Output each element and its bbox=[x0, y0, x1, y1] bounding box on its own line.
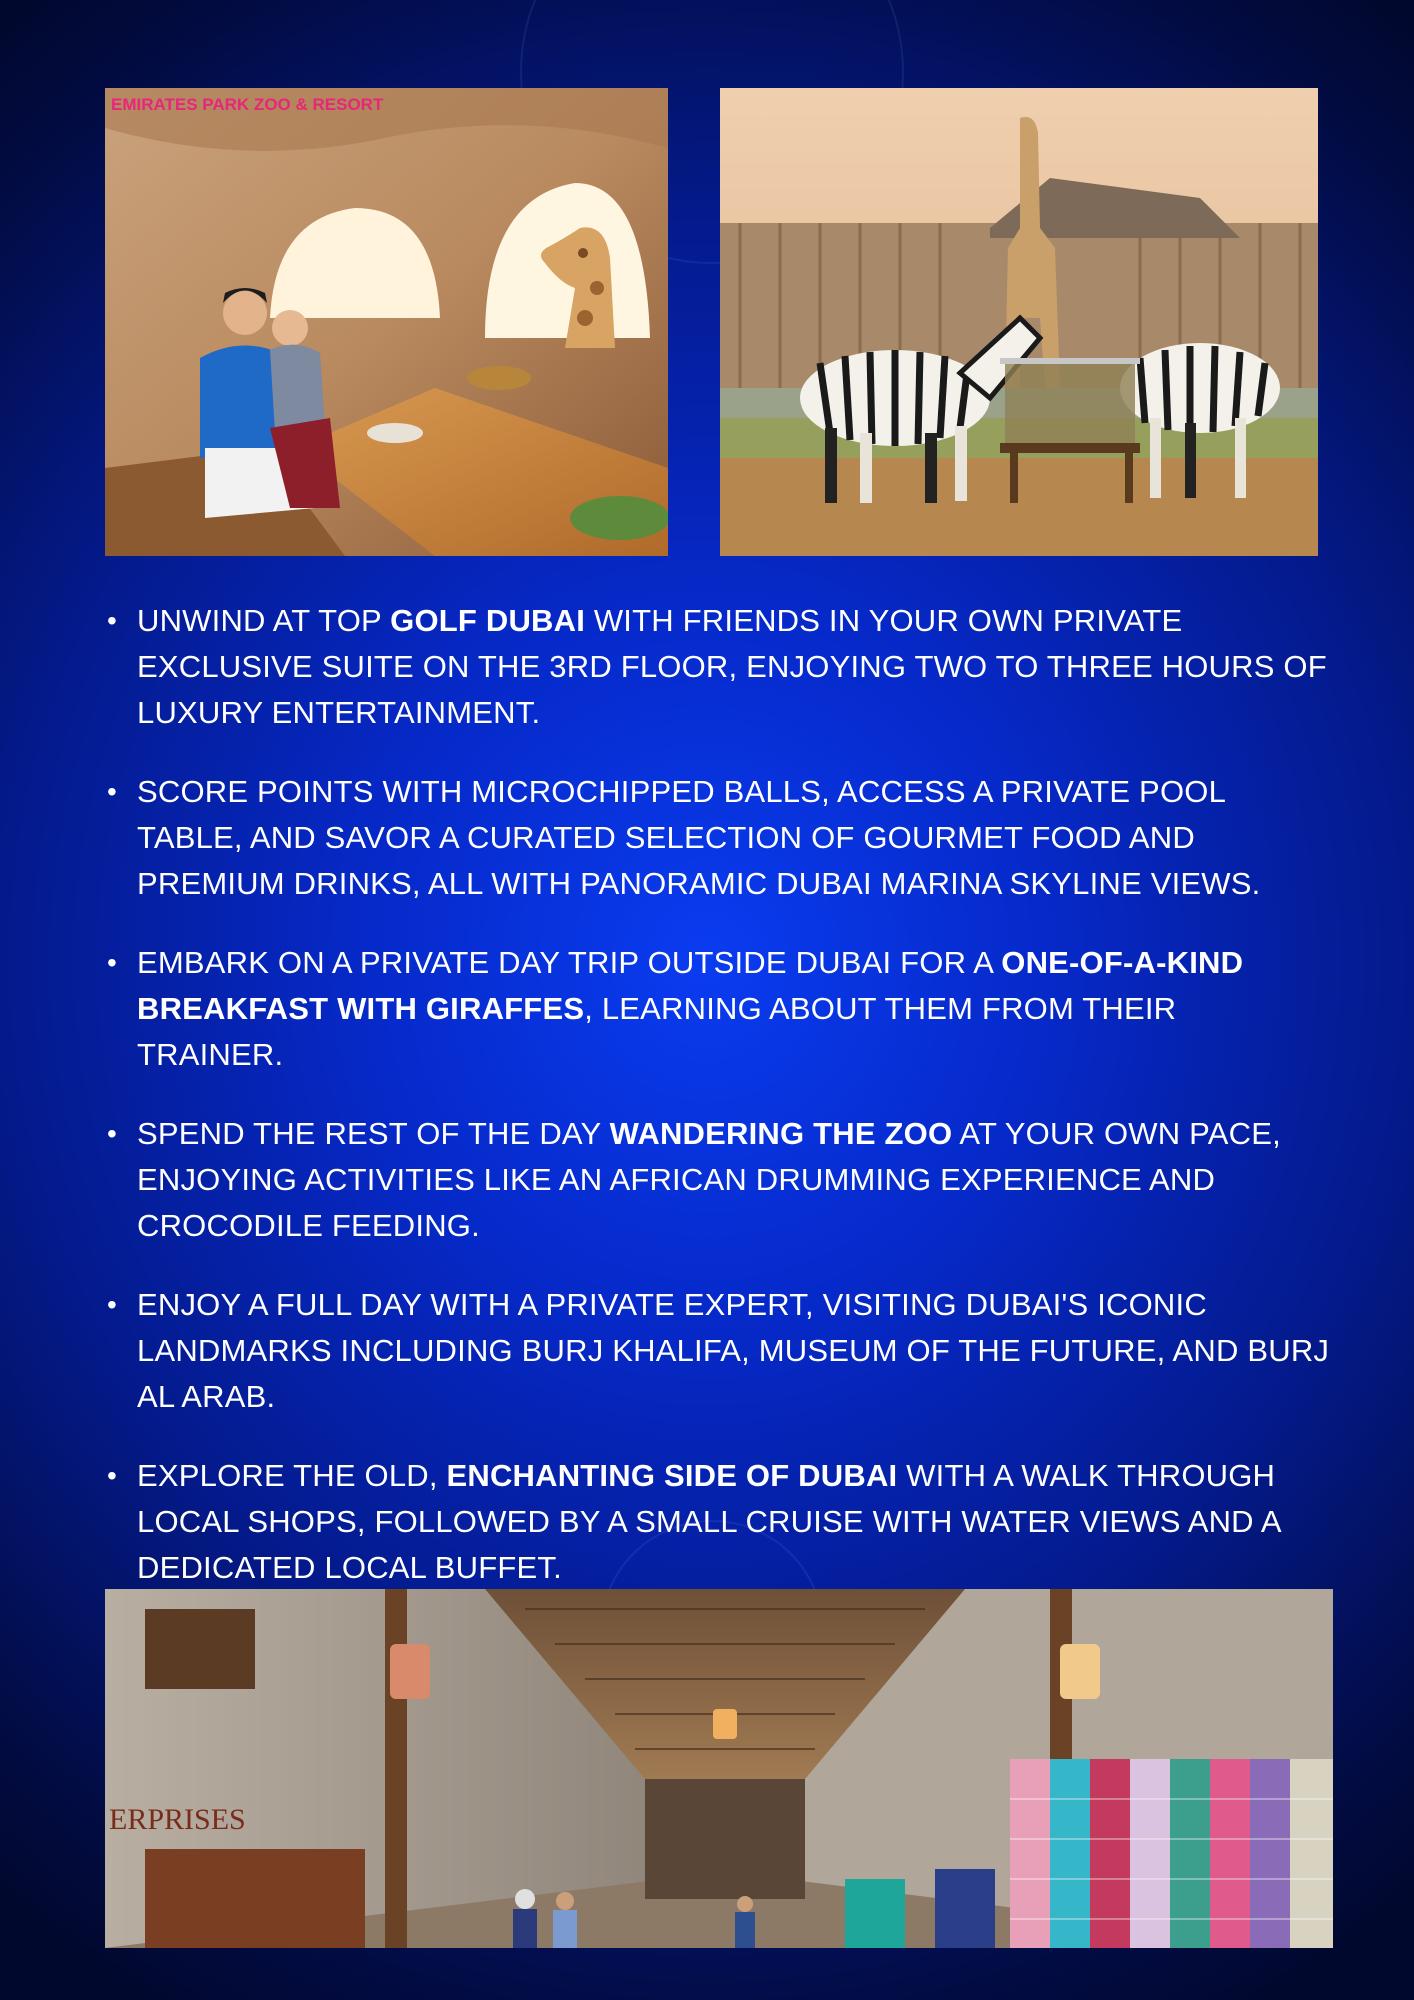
photo-giraffe-breakfast bbox=[105, 88, 668, 556]
list-item: • SPEND THE REST OF THE DAY WANDERING THE ZOO AT YOUR OWN PACE, ENJOYING ACTIVITIES LIKE AN AFRICAN DRUMMING EXPERIENCE AND CROCODILE FEEDING. bbox=[105, 1111, 1330, 1249]
list-item: • EXPLORE THE OLD, ENCHANTING SIDE OF DUBAI WITH A WALK THROUGH LOCAL SHOPS, FOLLOWED BY A SMALL CRUISE WITH WATER VIEWS AND A DEDICATED LOCAL BUFFET. bbox=[105, 1453, 1330, 1591]
photo-dubai-souk bbox=[105, 1589, 1333, 1948]
experience-bullet-list bbox=[105, 598, 1330, 1624]
shop-sign: ERPRISES bbox=[109, 1803, 246, 1836]
list-item: • EMBARK ON A PRIVATE DAY TRIP OUTSIDE DUBAI FOR A ONE-OF-A-KIND BREAKFAST WITH GIRAFFES, LEARNING ABOUT THEM FROM THEIR TRAINER. bbox=[105, 940, 1330, 1078]
list-item: • UNWIND AT TOP GOLF DUBAI WITH FRIENDS IN YOUR OWN PRIVATE EXCLUSIVE SUITE ON THE 3RD FLOOR, ENJOYING TWO TO THREE HOURS OF LUXURY ENTERTAINMENT. bbox=[105, 598, 1330, 736]
list-item: • SCORE POINTS WITH MICROCHIPPED BALLS, ACCESS A PRIVATE POOL TABLE, AND SAVOR A CURATED SELECTION OF GOURMET FOOD AND PREMIUM DRINKS, ALL WITH PANORAMIC DUBAI MARINA SKYLINE VIEWS. bbox=[105, 769, 1330, 907]
photo-zebras-giraffe bbox=[720, 88, 1318, 556]
zoo-logo: EMIRATES PARK ZOO & RESORT bbox=[111, 95, 384, 114]
list-item: • ENJOY A FULL DAY WITH A PRIVATE EXPERT, VISITING DUBAI'S ICONIC LANDMARKS INCLUDING BURJ KHALIFA, MUSEUM OF THE FUTURE, AND BURJ AL ARAB. bbox=[105, 1282, 1330, 1420]
